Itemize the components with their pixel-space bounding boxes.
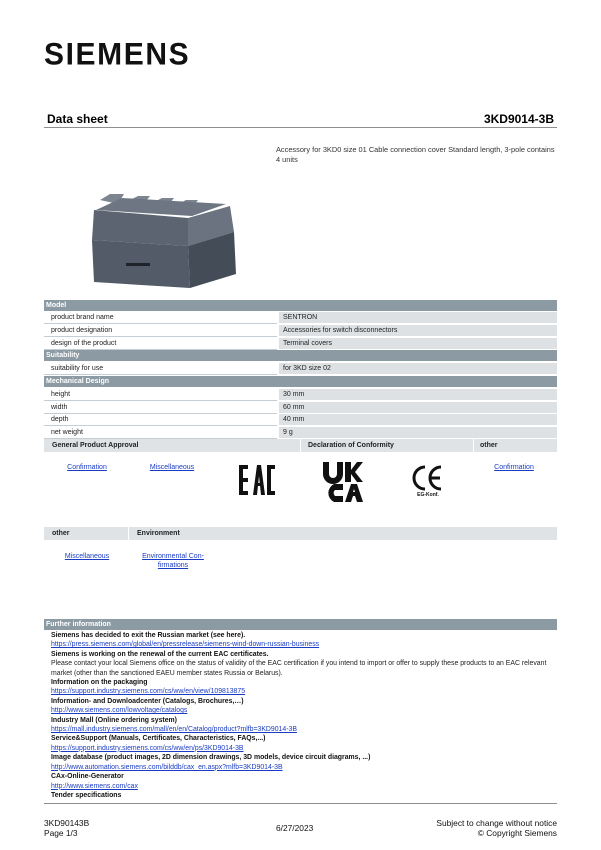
page-title: Data sheet <box>47 112 108 126</box>
divider <box>128 527 129 540</box>
row-label: width <box>44 402 277 414</box>
approvals-col-environment: Environment <box>137 530 180 537</box>
table-row <box>44 363 557 375</box>
section-header-suitability: Suitability <box>44 350 557 361</box>
info-heading: Industry Mall (Online ordering system) <box>51 716 177 724</box>
footer-doc-id: 3KD90143B <box>44 818 90 828</box>
environmental-confirmations-link[interactable] <box>134 552 212 570</box>
info-link[interactable]: https://support.industry.siemens.com/cs/ww/en/ps/3KD9014-3B <box>51 744 244 752</box>
miscellaneous-link[interactable]: Miscellaneous <box>64 553 110 560</box>
info-heading: CAx-Online-Generator <box>51 773 124 781</box>
row-value: 60 mm <box>279 402 557 414</box>
info-link[interactable]: https://mall.industry.siemens.com/mall/en/en/Catalog/product?mlfb=3KD9014-3B <box>51 726 297 734</box>
info-link[interactable]: https://support.industry.siemens.com/cs/ww/en/view/109813875 <box>51 688 246 696</box>
approvals-col-declaration: Declaration of Conformity <box>308 442 394 449</box>
approvals-col-other: other <box>52 530 70 537</box>
footer-page: Page 1/3 <box>44 828 78 838</box>
info-heading: Siemens is working on the renewal of the current EAC certificates. <box>51 650 269 658</box>
ce-mark-subtitle: EG-Konf. <box>417 492 439 498</box>
product-image <box>88 188 238 293</box>
table-row <box>44 325 557 337</box>
title-bar <box>44 111 557 128</box>
row-value: 30 mm <box>279 389 557 401</box>
table-row <box>44 389 557 401</box>
footer-date: 6/27/2023 <box>276 823 314 833</box>
divider <box>300 439 301 452</box>
row-value: SENTRON <box>279 312 557 324</box>
row-label: product designation <box>44 325 277 337</box>
table-row <box>44 312 557 324</box>
row-label: product brand name <box>44 312 277 324</box>
approvals-header-2 <box>44 527 557 540</box>
row-value: 9 g <box>279 427 557 439</box>
article-number: 3KD9014-3B <box>483 112 554 126</box>
table-row <box>44 338 557 350</box>
row-value: Terminal covers <box>279 338 557 350</box>
section-header-model: Model <box>44 300 557 311</box>
footer-notice: Subject to change without notice <box>436 818 557 828</box>
table-row <box>44 427 557 439</box>
product-description: Accessory for 3KD0 size 01 Cable connection cover Standard length, 3-pole contains 4 units <box>276 145 555 164</box>
row-value: for 3KD size 02 <box>279 363 557 375</box>
info-text: Please contact your local Siemens office on the status of validity of the EAC certification if you intend to import or offer to supply these products to an EAC relevant market (other than the sanctioned EAEU member states Russia or Belarus). <box>51 660 547 677</box>
section-header-mechanical: Mechanical Design <box>44 376 557 387</box>
info-heading: Siemens has decided to exit the Russian market (see here). <box>51 632 246 639</box>
link-line: Environmental Con- <box>142 553 204 560</box>
row-label: net weight <box>44 427 277 439</box>
info-link[interactable]: http://www.automation.siemens.com/bilddb/cax_en.aspx?mlfb=3KD9014-3B <box>51 763 283 771</box>
section-header-further: Further information <box>44 619 557 630</box>
row-label: height <box>44 389 277 401</box>
approvals-col-general: General Product Approval <box>52 442 139 449</box>
table-row <box>44 414 557 426</box>
further-info-list <box>44 631 557 800</box>
row-value: Accessories for switch disconnectors <box>279 325 557 337</box>
info-heading: Tender specifications <box>51 791 122 799</box>
row-label: design of the product <box>44 338 277 350</box>
info-heading: Image database (product images, 2D dimension drawings, 3D models, device circuit diagrams, ...) <box>51 754 371 762</box>
divider <box>473 439 474 452</box>
info-heading: Information on the packaging <box>51 679 148 687</box>
approvals-col-other: other <box>480 442 498 449</box>
footer-copyright: © Copyright Siemens <box>477 828 557 838</box>
miscellaneous-link[interactable]: Miscellaneous <box>149 464 195 471</box>
info-link[interactable]: https://press.siemens.com/global/en/pressrelease/siemens-wind-down-russian-business <box>51 641 320 649</box>
table-row <box>44 402 557 414</box>
info-link[interactable]: http://www.siemens.com/cax <box>51 782 138 790</box>
siemens-logo: SIEMENS <box>44 37 191 72</box>
ce-mark-icon <box>412 465 444 491</box>
confirmation-link[interactable]: Confirmation <box>67 464 107 471</box>
info-heading: Information- and Downloadcenter (Catalogs, Brochures,…) <box>51 697 244 705</box>
row-label: suitability for use <box>44 363 277 375</box>
eac-mark-icon <box>238 464 276 496</box>
row-value: 40 mm <box>279 414 557 426</box>
confirmation-link[interactable]: Confirmation <box>494 464 534 471</box>
info-link[interactable]: http://www.siemens.com/lowvoltage/catalogs <box>51 707 188 715</box>
footer-divider <box>44 803 557 804</box>
link-line: firmations <box>157 562 189 569</box>
info-heading: Service&Support (Manuals, Certificates, Characteristics, FAQs,...) <box>51 735 266 743</box>
ukca-mark-icon <box>322 461 364 503</box>
row-label: depth <box>44 414 277 426</box>
